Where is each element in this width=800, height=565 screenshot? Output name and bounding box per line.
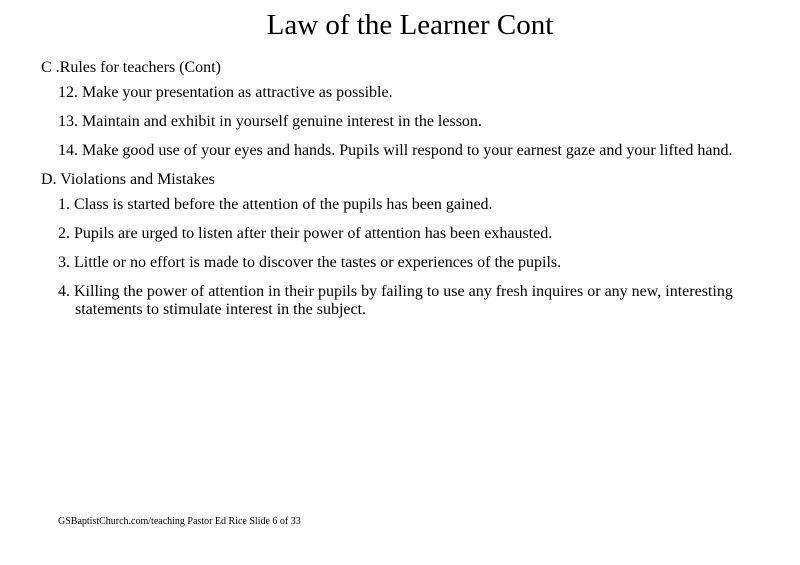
list-item: 14. Make good use of your eyes and hands. Pupils will respond to your earnest gaze and your lifted hand.: [58, 142, 733, 159]
list-item: 4. Killing the power of attention in their pupils by failing to use any fresh inquires or any new, interesting statements to stimulate interest in the subject.: [58, 283, 733, 318]
slide-content: [41, 59, 741, 330]
section-heading-rules: C .Rules for teachers (Cont): [41, 59, 221, 76]
slide-footer: GSBaptistChurch.com/teaching Pastor Ed Rice Slide 6 of 33: [58, 516, 301, 527]
slide-title: Law of the Learner Cont: [266, 9, 554, 41]
list-item: 1. Class is started before the attention of the pupils has been gained.: [58, 196, 493, 213]
list-item: 12. Make your presentation as attractive as possible.: [58, 84, 393, 101]
list-item: 13. Maintain and exhibit in yourself genuine interest in the lesson.: [58, 113, 482, 130]
list-item: 2. Pupils are urged to listen after their power of attention has been exhausted.: [58, 225, 553, 242]
list-item: 3. Little or no effort is made to discover the tastes or experiences of the pupils.: [58, 254, 562, 271]
section-heading-violations: D. Violations and Mistakes: [41, 171, 215, 188]
